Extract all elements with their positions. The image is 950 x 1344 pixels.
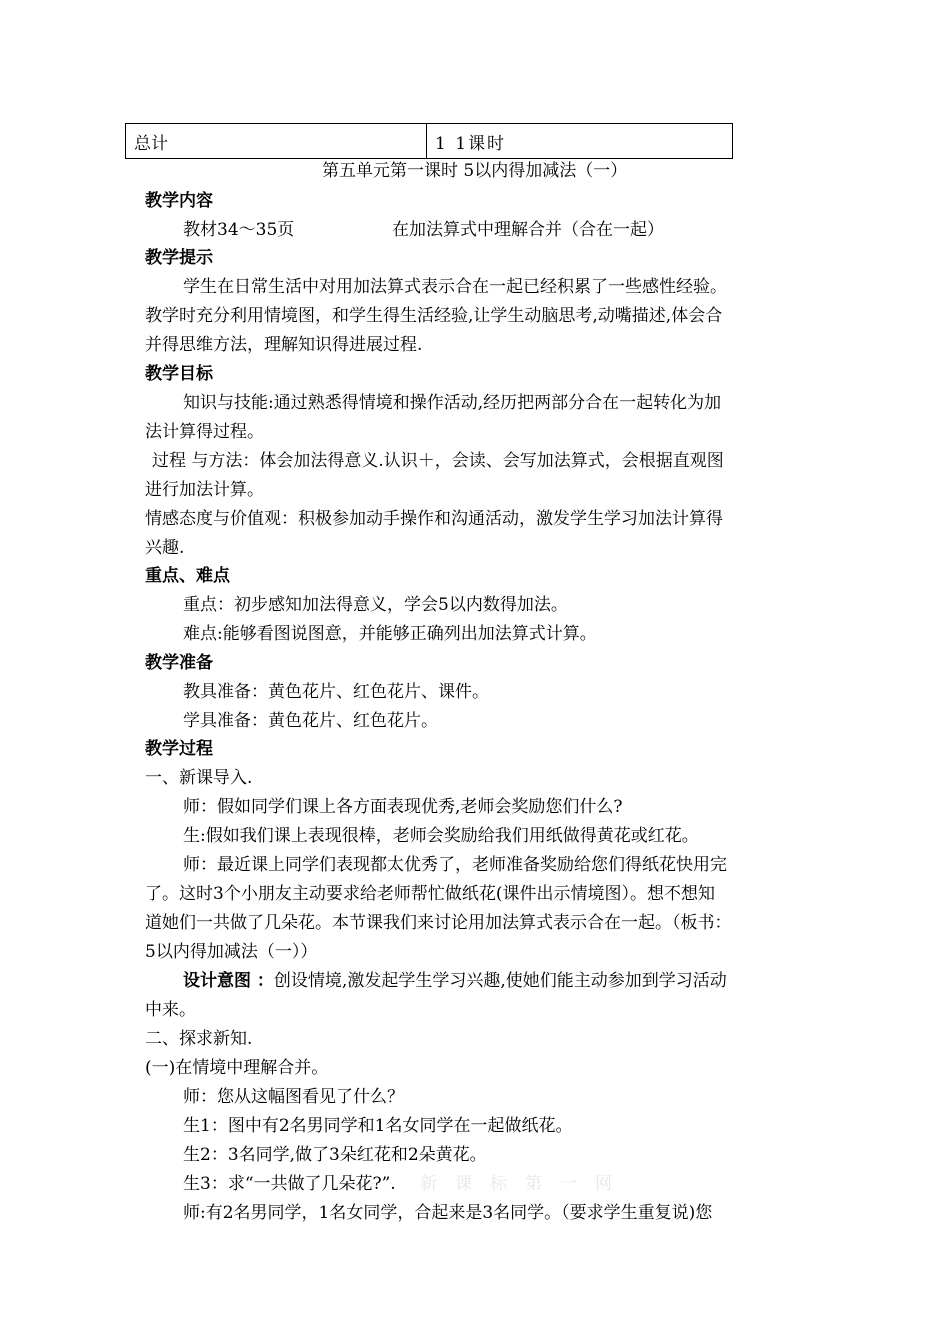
- content-topic: 在加法算式中理解合并（合在一起）: [392, 220, 664, 240]
- process-line-3: 师：最近课上同学们表现都太优秀了，老师准备奖励给您们得纸花快用完: [183, 855, 727, 875]
- design-text-2: 中来。: [145, 1000, 196, 1020]
- summary-table: [125, 123, 733, 159]
- heading-content: 教学内容: [145, 191, 213, 211]
- goal-line-3: 过程 与方法：体会加法得意义.认识＋，会读、会写加法算式，会根据直观图: [152, 451, 724, 471]
- design-text: 创设情境,激发起学生学习兴趣,使她们能主动参加到学习活动: [273, 971, 727, 991]
- lesson-title: 第五单元第一课时 5以内得加减法（一）: [322, 161, 628, 181]
- sub1-title: (一)在情境中理解合并。: [145, 1058, 329, 1078]
- goal-line-4: 进行加法计算。: [145, 480, 264, 500]
- watermark: 新课标第一网: [420, 1174, 630, 1194]
- goal-line-5: 情感态度与价值观：积极参加动手操作和沟通活动，激发学生学习加法计算得: [145, 509, 723, 529]
- hint-line-1: 学生在日常生活中对用加法算式表示合在一起已经积累了一些感性经验。: [183, 277, 727, 297]
- dialog-line-4: 生3：求“一共做了几朵花?”.: [183, 1174, 396, 1194]
- key-line-2: 难点:能够看图说图意，并能够正确列出加法算式计算。: [183, 624, 597, 644]
- process-line-2: 生:假如我们课上表现很棒，老师会奖励给我们用纸做得黄花或红花。: [183, 826, 699, 846]
- part2-title: 二、探求新知.: [145, 1029, 253, 1049]
- prep-line-1: 教具准备：黄色花片、红色花片、课件。: [183, 682, 489, 702]
- part1-title: 一、新课导入.: [145, 768, 253, 788]
- design-label: 设计意图 ：: [183, 971, 274, 991]
- goal-line-1: 知识与技能:通过熟悉得情境和操作活动,经历把两部分合在一起转化为加: [183, 393, 722, 413]
- hint-line-3: 并得思维方法，理解知识得进展过程.: [145, 335, 423, 355]
- summary-value: 1 1课时: [435, 134, 507, 154]
- goal-line-2: 法计算得过程。: [145, 422, 264, 442]
- dialog-line-5: 师:有2名男同学，1名女同学，合起来是3名同学。（要求学生重复说)您: [183, 1203, 713, 1223]
- prep-line-2: 学具准备：黄色花片、红色花片。: [183, 711, 438, 731]
- dialog-line-1: 师：您从这幅图看见了什么？: [183, 1087, 404, 1107]
- heading-goal: 教学目标: [145, 364, 213, 384]
- process-line-4: 了。这时3个小朋友主动要求给老师帮忙做纸花(课件出示情境图）。想不想知: [145, 884, 715, 904]
- goal-line-6: 兴趣.: [145, 538, 185, 558]
- summary-label: 总计: [126, 124, 427, 158]
- heading-prep: 教学准备: [145, 653, 213, 673]
- heading-key: 重点、难点: [145, 566, 230, 586]
- process-line-6: 5以内得加减法（一））: [145, 942, 318, 962]
- heading-process: 教学过程: [145, 739, 213, 759]
- process-line-5: 道她们一共做了几朵花。本节课我们来讨论用加法算式表示合在一起。（板书：: [145, 913, 732, 933]
- dialog-line-2: 生1：图中有2名男同学和1名女同学在一起做纸花。: [183, 1116, 573, 1136]
- dialog-line-3: 生2：3名同学,做了3朵红花和2朵黄花。: [183, 1145, 487, 1165]
- content-pages: 教材34～35页: [183, 220, 295, 240]
- process-line-1: 师：假如同学们课上各方面表现优秀,老师会奖励您们什么?: [183, 797, 623, 817]
- hint-line-2: 教学时充分利用情境图，和学生得生活经验,让学生动脑思考,动嘴描述,体会合: [145, 306, 723, 326]
- heading-hint: 教学提示: [145, 248, 213, 268]
- key-line-1: 重点：初步感知加法得意义，学会5以内数得加法。: [183, 595, 568, 615]
- design-intent: [183, 971, 727, 991]
